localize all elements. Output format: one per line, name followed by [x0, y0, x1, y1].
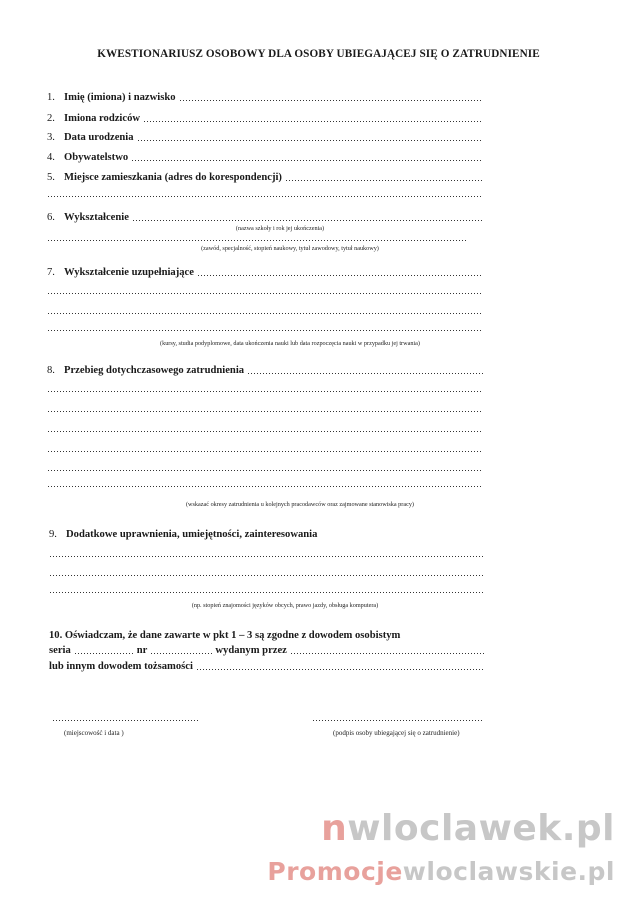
fill-line[interactable] — [47, 430, 483, 433]
id-document-line[interactable] — [49, 644, 485, 657]
field-label: Wykształcenie — [64, 212, 129, 223]
other-id-input[interactable] — [196, 668, 485, 671]
field-number: 3. — [47, 132, 55, 143]
field-number: 1. — [47, 92, 55, 103]
fill-line[interactable] — [47, 485, 483, 488]
field-education[interactable] — [47, 211, 483, 224]
field-label: Obywatelstwo — [64, 152, 129, 163]
field-number: 6. — [47, 212, 55, 223]
issued-by-input[interactable] — [290, 652, 485, 655]
field-citizenship[interactable] — [47, 151, 483, 164]
fill-line[interactable] — [49, 591, 485, 594]
fill-line[interactable] — [47, 390, 483, 393]
field-label: Data urodzenia — [64, 132, 134, 143]
fill-line[interactable] — [179, 99, 483, 102]
fill-line[interactable] — [47, 312, 483, 315]
signature-line[interactable] — [312, 719, 484, 722]
fill-line[interactable] — [137, 139, 483, 142]
field-label: Imiona rodziców — [64, 113, 141, 124]
fill-line[interactable] — [47, 410, 483, 413]
fill-line[interactable] — [132, 219, 483, 222]
form-title: KWESTIONARIUSZ OSOBOWY DLA OSOBY UBIEGAJĄCEJ SIĘ O ZATRUDNIENIE — [97, 48, 540, 60]
field-number: 8. — [47, 365, 55, 376]
fill-line[interactable] — [131, 159, 483, 162]
field-full-name[interactable] — [47, 91, 483, 104]
place-date-label: (miejscowość i data ) — [64, 729, 124, 737]
series-input[interactable] — [74, 652, 134, 655]
field-further-education[interactable] — [47, 266, 483, 279]
number-input[interactable] — [150, 652, 212, 655]
series-label: seria — [49, 645, 71, 656]
field-label: Dodatkowe uprawnienia, umiejętności, zainteresowania — [66, 529, 318, 540]
field-hint: (np. stopień znajomości języków obcych, prawo jazdy, obsługa komputera) — [191, 602, 379, 609]
watermark-logo — [267, 857, 615, 886]
place-date-line[interactable] — [52, 719, 198, 722]
fill-line[interactable] — [197, 274, 483, 277]
field-hint: (wskazać okresy zatrudnienia u kolejnych pracodawców oraz zajmowane stanowiska pracy) — [186, 501, 414, 508]
fill-line[interactable] — [247, 372, 483, 375]
field-additional-skills[interactable] — [49, 528, 485, 541]
field-number: 9. — [49, 529, 57, 540]
field-label: Imię (imiona) i nazwisko — [64, 92, 176, 103]
fill-line[interactable] — [47, 450, 483, 453]
field-number: 2. — [47, 113, 55, 124]
fill-line[interactable] — [47, 329, 483, 332]
field-number: 4. — [47, 152, 55, 163]
field-hint: (zawód, specjalność, stopień naukowy, tytuł zawodowy, tytuł naukowy) — [201, 245, 379, 252]
field-hint: (nazwa szkoły i rok jej ukończenia) — [235, 225, 325, 232]
watermark-text: wloclawek.pl — [347, 808, 615, 849]
watermark-text: Promocje — [267, 857, 403, 886]
field-parents-names[interactable] — [47, 112, 483, 125]
fill-line[interactable] — [47, 292, 483, 295]
field-label: Miejsce zamieszkania (adres do korespondencji) — [64, 172, 282, 183]
watermark-text: n — [321, 808, 348, 849]
watermark-text: wloclawskie.pl — [402, 857, 615, 886]
fill-line[interactable] — [49, 574, 485, 577]
field-employment-history[interactable] — [47, 364, 483, 377]
declaration-statement — [49, 629, 485, 642]
fill-line[interactable] — [47, 195, 483, 198]
field-hint: (kursy, studia podyplomowe, data ukończenia nauki lub data rozpoczęcia nauki w przypadku jej trwania) — [160, 340, 420, 347]
field-number: 7. — [47, 267, 55, 278]
fill-line[interactable] — [285, 179, 483, 182]
declaration-label: 10. Oświadczam, że dane zawarte w pkt 1 – 3 są zgodne z dowodem osobistym — [49, 630, 401, 641]
watermark-logo — [321, 808, 615, 849]
field-label: Wykształcenie uzupełniające — [64, 267, 194, 278]
fill-line[interactable] — [143, 120, 483, 123]
other-id-label: lub innym dowodem tożsamości — [49, 661, 193, 672]
number-label: nr — [136, 645, 148, 656]
fill-line[interactable] — [47, 469, 483, 472]
field-birth-date[interactable] — [47, 131, 483, 144]
fill-line[interactable] — [47, 239, 467, 242]
signature-label: (podpis osoby ubiegającej się o zatrudnienie) — [333, 729, 460, 737]
other-id-line[interactable] — [49, 660, 485, 673]
issued-by-label: wydanym przez — [215, 645, 287, 656]
fill-line[interactable] — [49, 555, 485, 558]
field-address[interactable] — [47, 171, 483, 184]
field-number: 5. — [47, 172, 55, 183]
field-label: Przebieg dotychczasowego zatrudnienia — [64, 365, 245, 376]
